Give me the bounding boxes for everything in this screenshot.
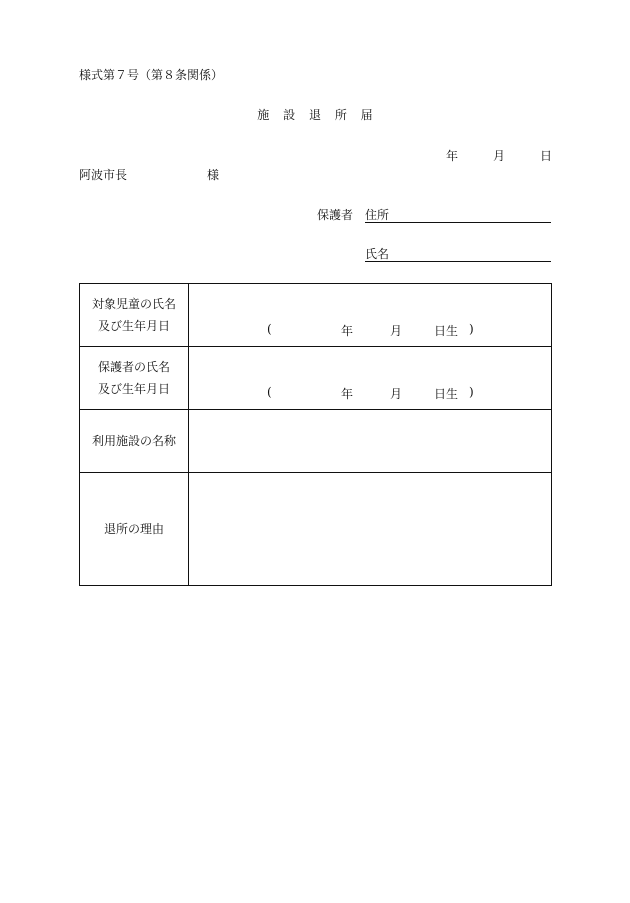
child-name-birth-field[interactable]: ( 年 月 日生 ) (189, 284, 552, 347)
date-month-label: 月 (493, 149, 506, 163)
withdrawal-reason-field[interactable] (189, 473, 552, 586)
document-title (0, 106, 630, 123)
date-year-label: 年 (446, 149, 459, 163)
guardian-address-field[interactable] (365, 206, 551, 223)
table-row (80, 347, 552, 410)
guardian-name-field[interactable] (365, 245, 551, 262)
honorific: 様 (207, 168, 220, 182)
facility-name-label: 利用施設の名称 (80, 410, 189, 473)
title-char: 届 (360, 108, 373, 122)
form-number: 様式第７号（第８条関係） (79, 68, 224, 82)
addressee: 阿波市長 (79, 168, 128, 182)
name-label: 氏名 (365, 247, 390, 261)
table-row (80, 410, 552, 473)
table-row (80, 284, 552, 347)
child-name-birth-label: 対象児童の氏名 及び生年月日 (80, 284, 189, 347)
guardian-name-birth-label: 保護者の氏名 及び生年月日 (80, 347, 189, 410)
guardian-label: 保護者 (317, 208, 354, 222)
title-char: 所 (334, 108, 347, 122)
title-char: 退 (308, 108, 321, 122)
guardian-name-birth-field[interactable]: ( 年 月 日生 ) (189, 347, 552, 410)
table-row (80, 473, 552, 586)
title-char: 設 (283, 108, 296, 122)
withdrawal-reason-label: 退所の理由 (80, 473, 189, 586)
form-table (79, 283, 552, 586)
date-day-label: 日 (540, 149, 553, 163)
address-label: 住所 (365, 208, 390, 222)
title-char: 施 (257, 108, 270, 122)
facility-name-field[interactable] (189, 410, 552, 473)
